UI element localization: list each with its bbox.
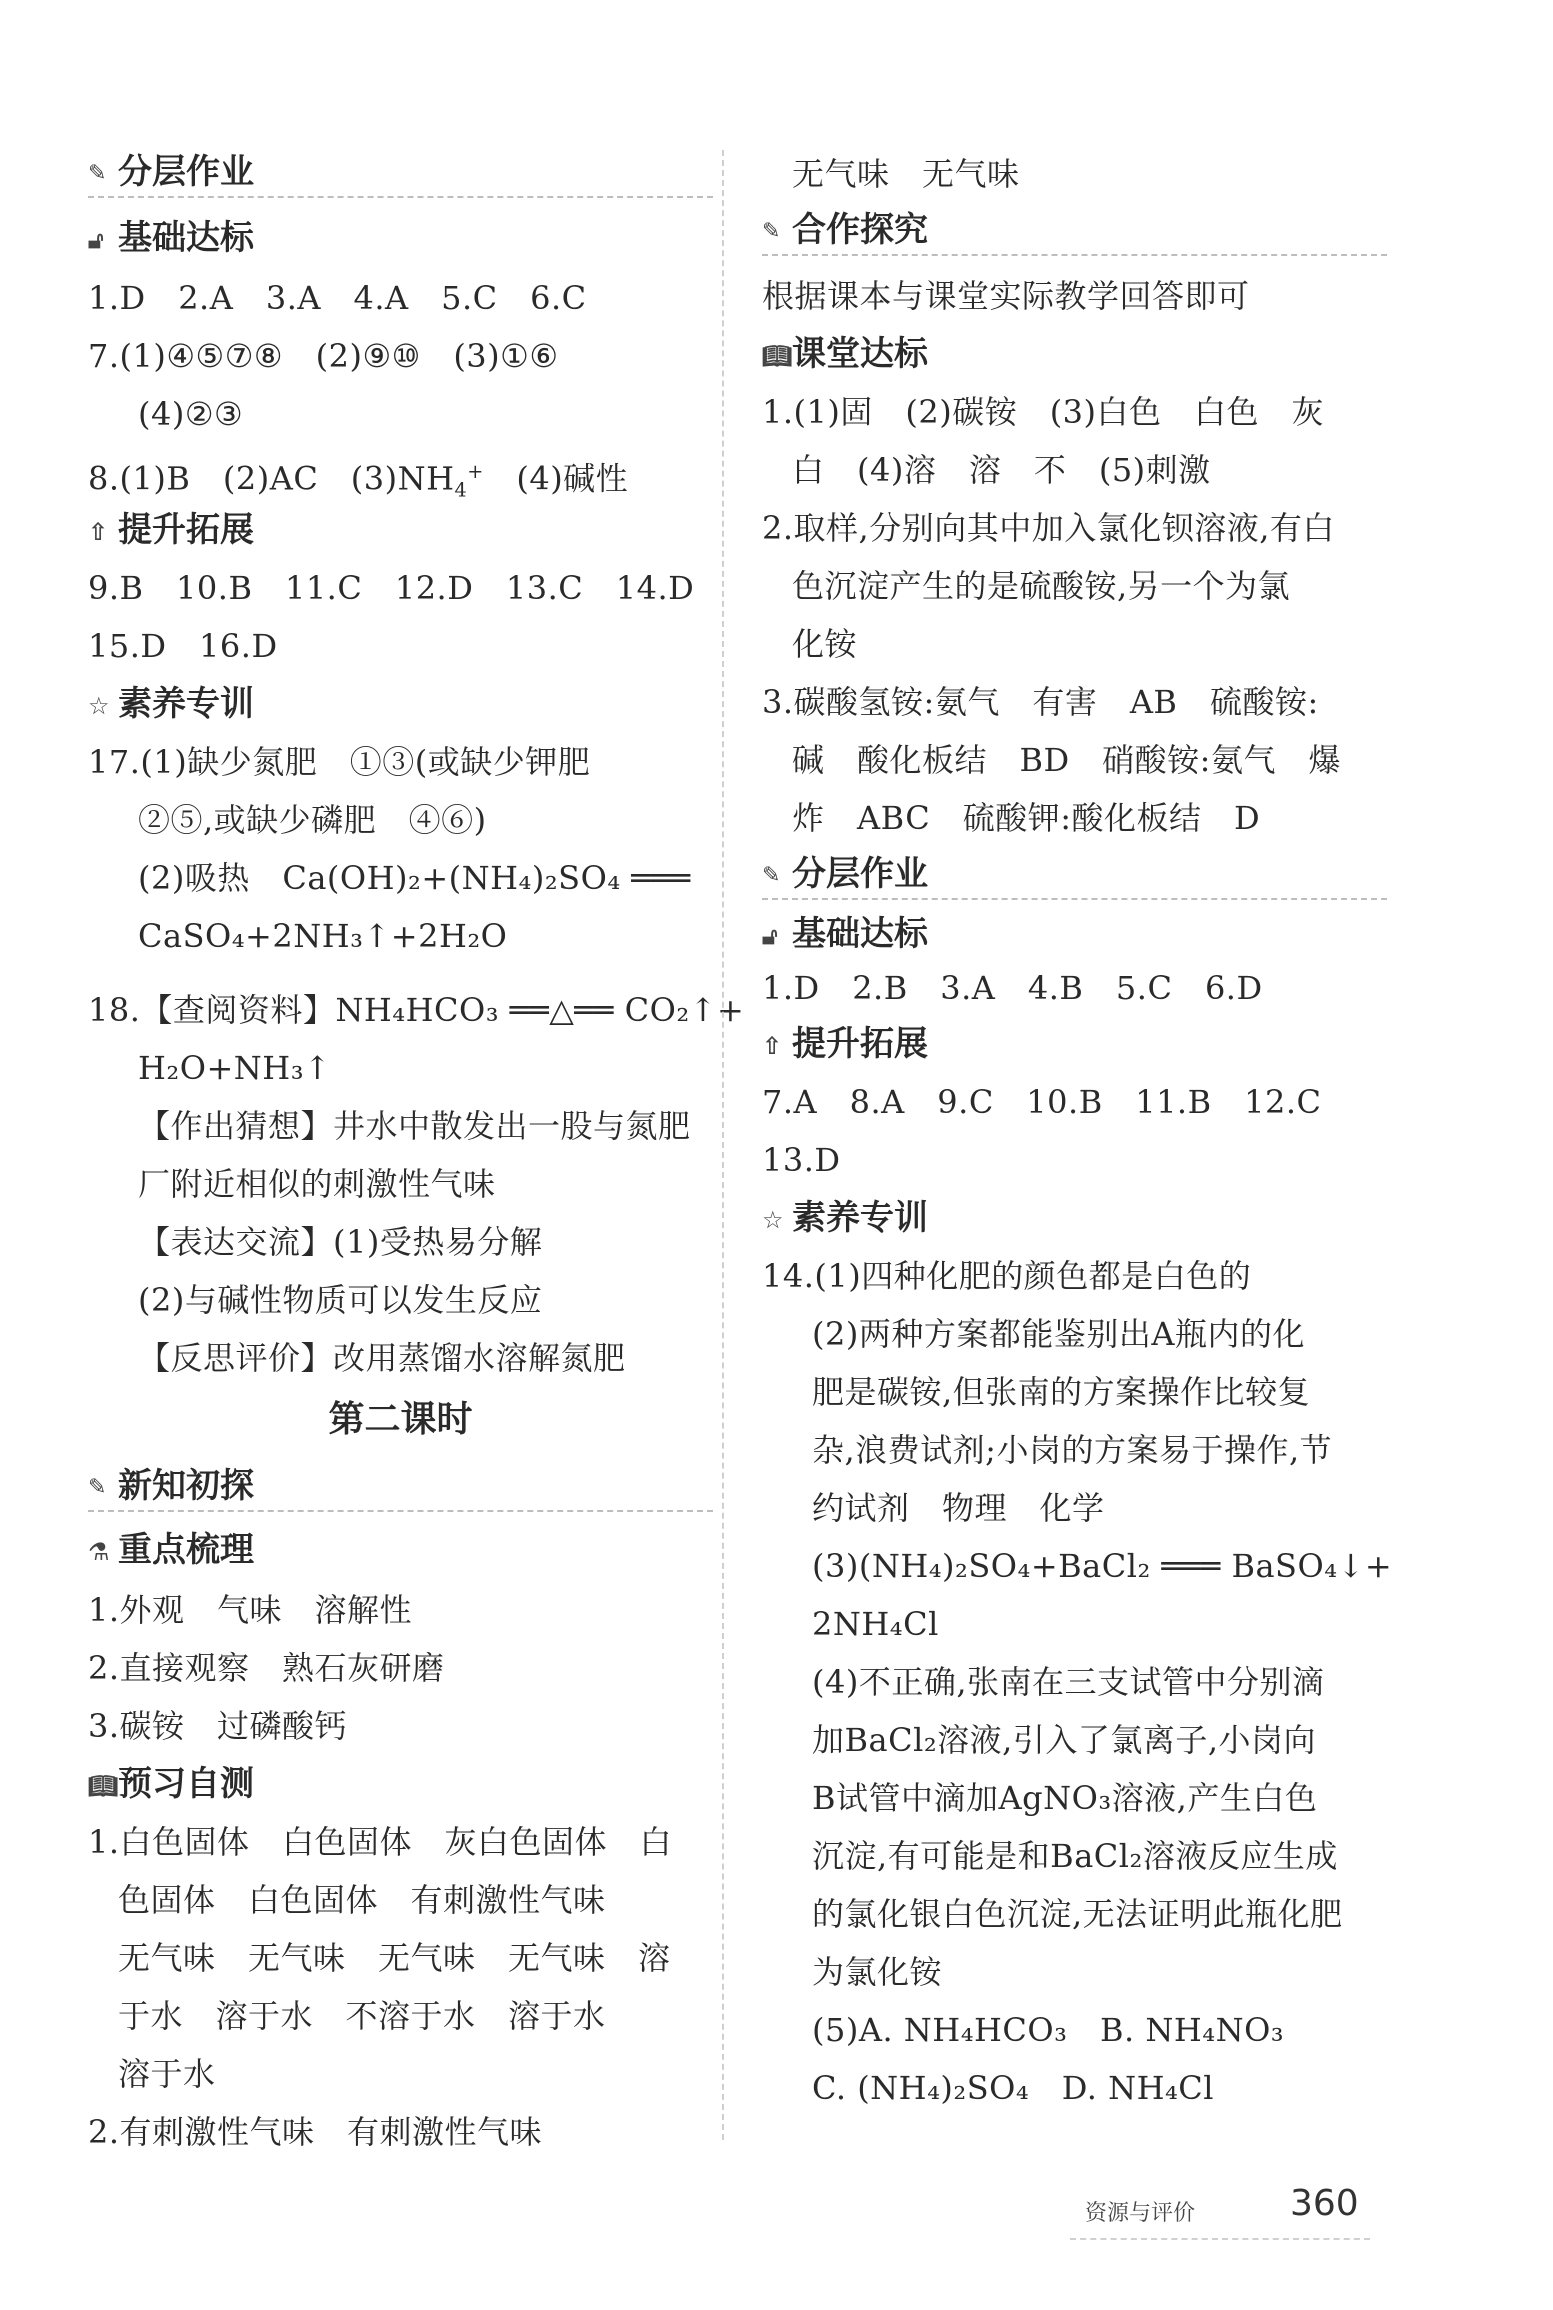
answer-line: 3.碳酸氢铵:氨气 有害 AB 硫酸铵: (762, 683, 1319, 721)
answer-line: 18.【查阅资料】NH₄HCO₃ ══△══ CO₂↑+ (88, 991, 745, 1029)
answer-line: H₂O+NH₃↑ (138, 1049, 332, 1087)
pencil-icon: ✎ (762, 218, 781, 244)
section-heading-cooperation: ✎ 合作探究 (762, 206, 1387, 256)
answer-line: (2)吸热 Ca(OH)₂+(NH₄)₂SO₄ ═══ (138, 859, 691, 897)
book-icon: 📖︎ (88, 1771, 119, 1800)
answer-line: 17.(1)缺少氮肥 ①③(或缺少钾肥 (88, 743, 591, 781)
answer-line: ②⑤,或缺少磷肥 ④⑥) (138, 801, 487, 839)
answer-line: 14.(1)四种化肥的颜色都是白色的 (762, 1257, 1252, 1295)
page-number: 360 (1290, 2183, 1359, 2224)
answer-line: 为氯化铵 (812, 1953, 943, 1991)
answer-line: 杂,浪费试剂;小岗的方案易于操作,节 (812, 1431, 1333, 1469)
answer-line: 3.碳铵 过磷酸钙 (88, 1707, 348, 1745)
star-icon: ☆ (762, 1205, 784, 1234)
answer-line: 【反思评价】改用蒸馏水溶解氮肥 (138, 1339, 626, 1377)
footer-label: 资源与评价 (1085, 2201, 1196, 2226)
book-icon: 📖︎ (762, 341, 793, 370)
subheading-literacy: ☆ 素养专训 (762, 1194, 1387, 1242)
answer-line: 约试剂 物理 化学 (812, 1489, 1105, 1527)
answer-line: 色固体 白色固体 有刺激性气味 (118, 1881, 606, 1919)
answer-line: 无气味 无气味 (792, 155, 1020, 193)
answer-line: CaSO₄+2NH₃↑+2H₂O (138, 917, 508, 955)
answer-line: (4)不正确,张南在三支试管中分别滴 (812, 1663, 1325, 1701)
answer-line: (5)A. NH₄HCO₃ B. NH₄NO₃ (812, 2011, 1285, 2049)
lesson-title: 第二课时 (328, 1399, 473, 1440)
answer-line: 15.D 16.D (88, 627, 278, 665)
answer-line: C. (NH₄)₂SO₄ D. NH₄Cl (812, 2069, 1215, 2107)
star-icon: ☆ (88, 691, 110, 720)
answer-line: 9.B 10.B 11.C 12.D 13.C 14.D (88, 569, 695, 607)
answer-line: 沉淀,有可能是和BaCl₂溶液反应生成 (812, 1837, 1338, 1875)
answer-line: 2NH₄Cl (812, 1605, 939, 1643)
subheading-classroom: 📖︎课堂达标 (762, 330, 1387, 378)
pencil-icon: ✎ (88, 160, 107, 186)
answer-line: 2.直接观察 熟石灰研磨 (88, 1649, 445, 1687)
answer-line: 13.D (762, 1141, 841, 1179)
answer-line: (3)(NH₄)₂SO₄+BaCl₂ ═══ BaSO₄↓+ (812, 1547, 1393, 1585)
subheading-improve: ⇧ 提升拓展 (88, 506, 713, 554)
answer-line: 炸 ABC 硫酸钾:酸化板结 D (792, 799, 1261, 837)
subheading-basic: 🔓︎ 基础达标 (88, 214, 713, 262)
answer-line: 1.外观 气味 溶解性 (88, 1591, 413, 1629)
answer-line: 2.有刺激性气味 有刺激性气味 (88, 2113, 543, 2151)
subheading-basic: 🔓︎ 基础达标 (762, 910, 1387, 958)
up-arrow-icon: ⇧ (762, 1031, 783, 1060)
answer-line: 白 (4)溶 溶 不 (5)刺激 (792, 451, 1211, 489)
answer-line: 1.D 2.B 3.A 4.B 5.C 6.D (762, 969, 1263, 1007)
answer-line: 【作出猜想】井水中散发出一股与氮肥 (138, 1107, 691, 1145)
up-arrow-icon: ⇧ (88, 517, 109, 546)
answer-line: 色沉淀产生的是硫酸铵,另一个为氯 (792, 567, 1291, 605)
subheading-preview: 📖︎预习自测 (88, 1760, 713, 1808)
answer-line: 1.(1)固 (2)碳铵 (3)白色 白色 灰 (762, 393, 1325, 431)
answer-line: 1.白色固体 白色固体 灰白色固体 白 (88, 1823, 673, 1861)
footer-rule (1070, 2238, 1370, 2240)
answer-line: B试管中滴加AgNO₃溶液,产生白色 (812, 1779, 1318, 1817)
answer-line: 8.(1)B (2)AC $(3)NH_4^+$ (4)碱性 (88, 459, 629, 502)
section-heading-new-knowledge: ✎ 新知初探 (88, 1462, 713, 1512)
answer-line: 于水 溶于水 不溶于水 溶于水 (118, 1997, 606, 2035)
answer-line: 厂附近相似的刺激性气味 (138, 1165, 496, 1203)
answer-line: 加BaCl₂溶液,引入了氯离子,小岗向 (812, 1721, 1316, 1759)
answer-line: 1.D 2.A 3.A 4.A 5.C 6.C (88, 279, 587, 317)
subheading-literacy: ☆ 素养专训 (88, 680, 713, 728)
answer-line: (2)与碱性物质可以发生反应 (138, 1281, 543, 1319)
lock-icon: 🔓︎ (762, 921, 778, 950)
answer-line: (4)②③ (138, 395, 244, 433)
lock-icon: 🔓︎ (88, 225, 104, 254)
section-heading-layered-homework: ✎ 分层作业 (88, 148, 713, 198)
answer-line: 2.取样,分别向其中加入氯化钡溶液,有白 (762, 509, 1335, 547)
answer-line: 化铵 (792, 625, 858, 663)
answer-line: (2)两种方案都能鉴别出A瓶内的化 (812, 1315, 1305, 1353)
pencil-icon: ✎ (88, 1474, 107, 1500)
answer-line: 根据课本与课堂实际教学回答即可 (762, 277, 1250, 315)
microscope-icon: ⚗︎ (88, 1537, 110, 1566)
section-heading-layered-homework: ✎ 分层作业 (762, 850, 1387, 900)
subheading-key-points: ⚗︎ 重点梳理 (88, 1526, 713, 1574)
answer-line: 碱 酸化板结 BD 硝酸铵:氨气 爆 (792, 741, 1341, 779)
answer-line: 【表达交流】(1)受热易分解 (138, 1223, 543, 1261)
answer-line: 肥是碳铵,但张南的方案操作比较复 (812, 1373, 1311, 1411)
column-divider (722, 150, 724, 2140)
answer-line: 7.A 8.A 9.C 10.B 11.B 12.C (762, 1083, 1322, 1121)
answer-line: 7.(1)④⑤⑦⑧ (2)⑨⑩ (3)①⑥ (88, 337, 559, 375)
answer-line: 溶于水 (118, 2055, 216, 2093)
pencil-icon: ✎ (762, 862, 781, 888)
answer-line: 无气味 无气味 无气味 无气味 溶 (118, 1939, 671, 1977)
subheading-improve: ⇧ 提升拓展 (762, 1020, 1387, 1068)
answer-line: 的氯化银白色沉淀,无法证明此瓶化肥 (812, 1895, 1343, 1933)
